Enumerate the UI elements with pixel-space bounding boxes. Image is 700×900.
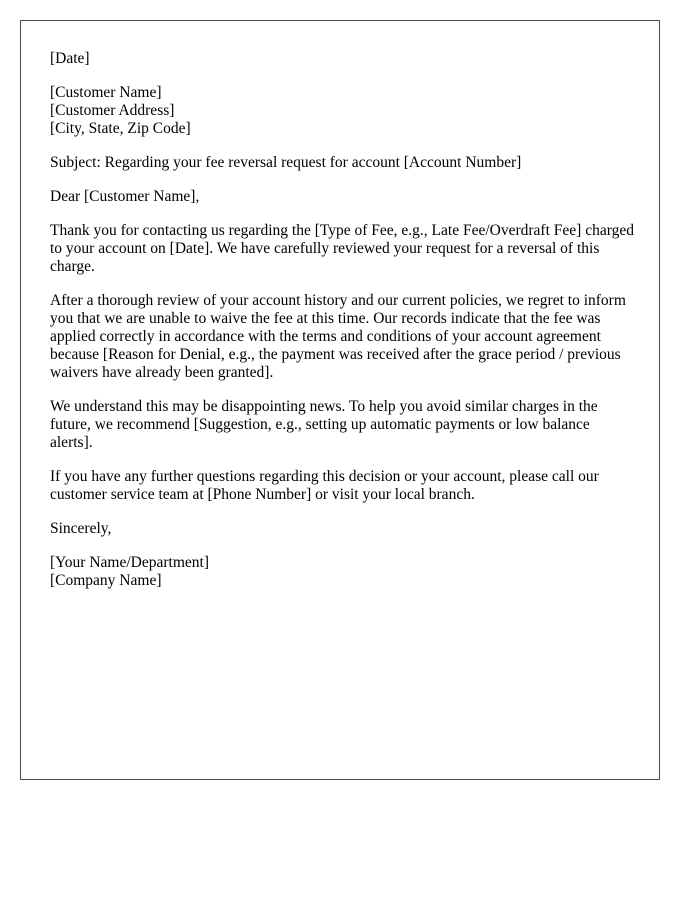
letter-date: [Date] — [50, 50, 90, 67]
recipient-name: [Customer Name] — [50, 84, 162, 101]
letter-body — [50, 50, 635, 606]
signature-company: [Company Name] — [50, 572, 162, 589]
body-paragraph-thanks: Thank you for contacting us regarding the [Type of Fee, e.g., Late Fee/Overdraft Fee] charged to your account on [Date]. We have carefully reviewed your request for a reversal of this charge. — [50, 222, 634, 275]
body-paragraph-contact: If you have any further questions regarding this decision or your account, please call our customer service team at [Phone Number] or visit your local branch. — [50, 468, 599, 503]
letter-closing: Sincerely, — [50, 520, 112, 537]
body-paragraph-denial: After a thorough review of your account history and our current policies, we regret to inform you that we are unable to waive the fee at this time. Our records indicate that the fee was applied correctly in accordance with the terms and conditions of your account agreement because [Reason for Denial, e.g., the payment was received after the grace period / previous waivers have already been granted]. — [50, 292, 626, 381]
letter-salutation: Dear [Customer Name], — [50, 188, 200, 205]
letter-frame — [20, 20, 660, 780]
recipient-block — [50, 84, 635, 138]
signature-block — [50, 554, 635, 590]
recipient-address: [Customer Address] — [50, 102, 175, 119]
signature-name-department: [Your Name/Department] — [50, 554, 209, 571]
body-paragraph-suggestion: We understand this may be disappointing news. To help you avoid similar charges in the future, we recommend [Suggestion, e.g., setting up automatic payments or low balance alerts]. — [50, 398, 598, 451]
letter-subject: Subject: Regarding your fee reversal request for account [Account Number] — [50, 154, 522, 171]
recipient-city-state-zip: [City, State, Zip Code] — [50, 120, 191, 137]
